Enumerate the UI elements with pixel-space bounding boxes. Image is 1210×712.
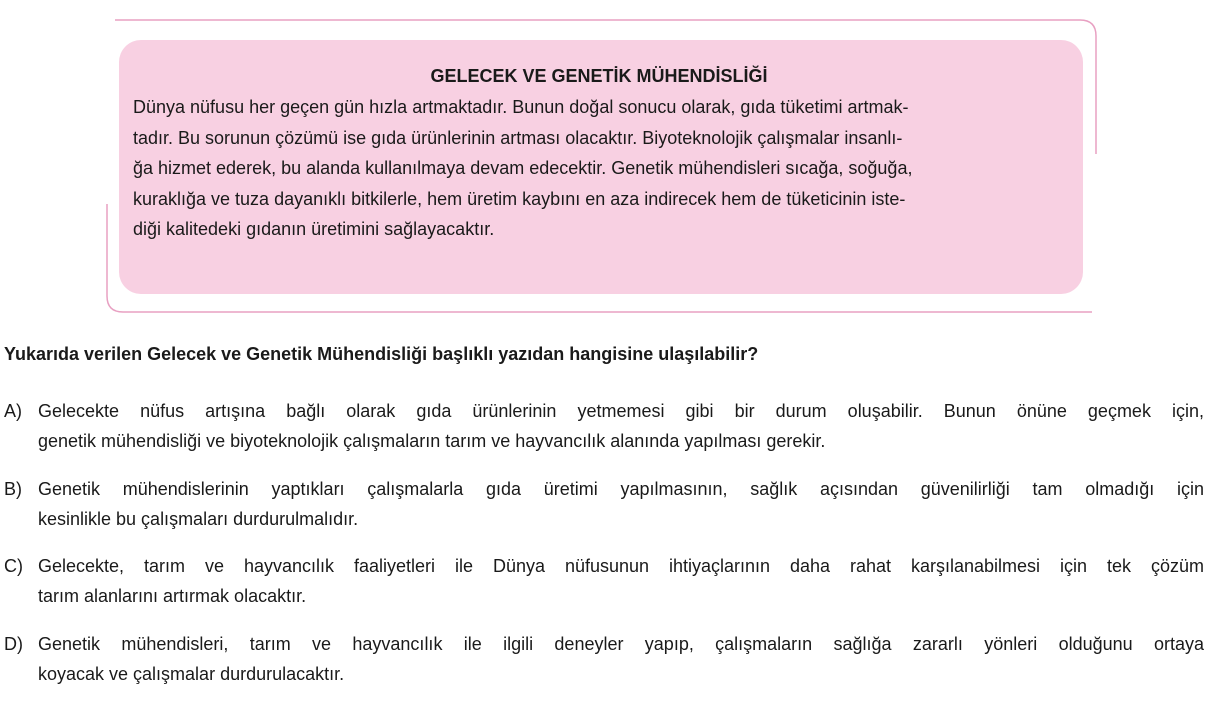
passage-line: kuraklığa ve tuza dayanıklı bitkilerle, hem üretim kaybını en aza indirecek hem de tüketicinin iste- <box>133 188 906 209</box>
option-text-line: Gelecekte, tarım ve hayvancılık faaliyetleri ile Dünya nüfusunun ihtiyaçlarının daha rahat karşılanabilmesi için tek çözüm <box>38 556 1204 576</box>
option-letter: C) <box>4 556 23 576</box>
passage-line: Dünya nüfusu her geçen gün hızla artmaktadır. Bunun doğal sonucu olarak, gıda tüketimi artmak- <box>133 97 909 117</box>
option-c[interactable] <box>4 551 1204 611</box>
answer-options <box>4 396 1204 706</box>
option-d[interactable] <box>4 629 1204 689</box>
option-text-line: tarım alanlarını artırmak olacaktır. <box>38 586 307 606</box>
question-text: Yukarıda verilen Gelecek ve Genetik Mühendisliği başlıklı yazıdan hangisine ulaşılabilir? <box>4 344 759 364</box>
option-letter: A) <box>4 401 22 421</box>
option-text-line: Genetik mühendislerinin yaptıkları çalışmalarla gıda üretimi yapılmasının, sağlık açısından güvenilirliği tam olmadığı için <box>38 478 1204 499</box>
option-text-line: kesinlikle bu çalışmaları durdurulmalıdır. <box>38 508 359 529</box>
option-text-line: genetik mühendisliği ve biyoteknolojik çalışmaların tarım ve hayvancılık alanında yapılması gerekir. <box>38 431 826 451</box>
passage-line: diği kalitedeki gıdanın üretimini sağlayacaktır. <box>133 219 495 239</box>
option-a[interactable] <box>4 396 1204 456</box>
passage-line: tadır. Bu sorunun çözümü ise gıda ürünlerinin artması olacaktır. Biyoteknolojik çalışmalar insanlı- <box>133 127 903 148</box>
option-text-line: Genetik mühendisleri, tarım ve hayvancılık ile ilgili deneyler yapıp, çalışmaların sağlığa zararlı yönleri olduğunu ortaya <box>38 633 1204 654</box>
option-letter: B) <box>4 478 22 499</box>
option-text-line: koyacak ve çalışmalar durdurulacaktır. <box>38 663 345 684</box>
option-b[interactable] <box>4 474 1204 534</box>
option-text-line: Gelecekte nüfus artışına bağlı olarak gıda ürünlerinin yetmemesi gibi bir durum oluşabilir. Bunun önüne geçmek için, <box>38 401 1204 421</box>
passage-line: ğa hizmet ederek, bu alanda kullanılmaya devam edecektir. Genetik mühendisleri sıcağa, soğuğa, <box>133 158 913 178</box>
passage-text <box>133 92 1065 245</box>
option-letter: D) <box>4 633 23 654</box>
passage-box <box>119 40 1083 294</box>
passage-title: GELECEK VE GENETİK MÜHENDİSLİĞİ <box>430 66 768 86</box>
